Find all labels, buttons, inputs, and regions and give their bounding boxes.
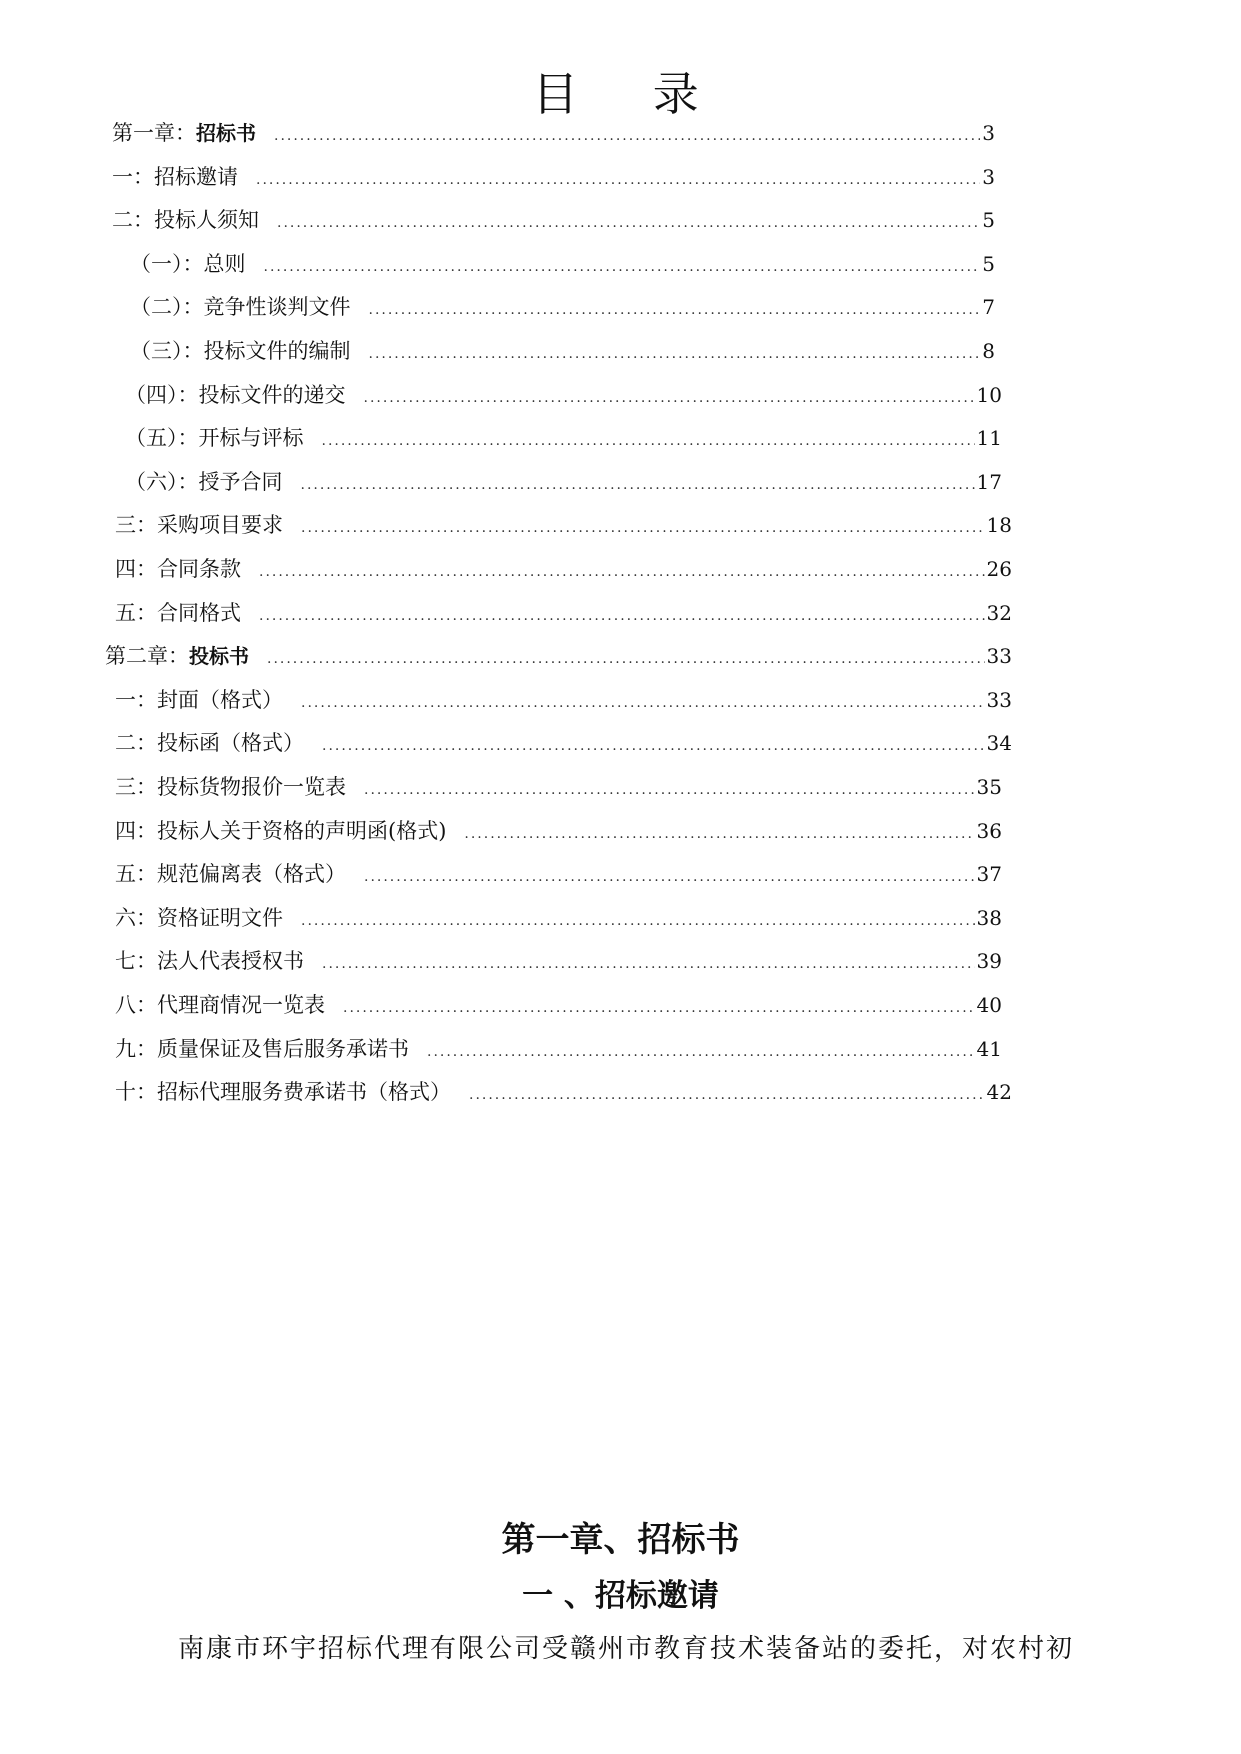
toc-entry[interactable] [112,205,995,235]
toc-entry[interactable] [115,685,1012,715]
toc-entry-text: 九：质量保证及售后服务承诺书 [115,1036,409,1061]
toc-chapter-prefix: 第二章： [105,644,189,669]
toc-entry-text: （五）：开标与评标 [125,426,304,451]
toc-entry-label [130,292,369,322]
toc-entry[interactable] [115,554,1012,584]
toc-entry-text: （三）：投标文件的编制 [130,339,351,363]
toc-page-number: 8 [982,339,995,363]
toc-entry[interactable] [115,816,1002,846]
toc-leader-dots [343,993,975,1023]
toc-chapter-prefix: 第一章： [112,121,196,145]
toc-page-number: 37 [976,862,1002,887]
toc-entry[interactable] [115,510,1012,540]
toc-entry-text: 二：投标函（格式） [115,731,304,756]
toc-page-number: 33 [986,644,1012,669]
toc-entry-label [115,946,322,976]
toc-entry[interactable] [115,946,1002,976]
toc-page-number: 5 [982,208,995,233]
toc-leader-dots [274,121,980,151]
toc-leader-dots [369,295,981,325]
toc-leader-dots [364,775,975,805]
toc-entry[interactable] [112,162,995,192]
toc-page-number: 26 [986,557,1012,581]
toc-entry-label [115,816,464,846]
toc-leader-dots [259,557,985,587]
toc-leader-dots [469,1080,985,1110]
toc-entry[interactable] [125,380,1002,410]
toc-entry[interactable] [125,467,1002,497]
toc-page-number: 34 [986,731,1012,756]
section-heading: 一 、招标邀请 [522,1578,719,1614]
toc-page-number: 5 [982,251,995,276]
toc-leader-dots [301,906,975,936]
toc-entry-label [112,118,274,148]
toc-page-number: 11 [976,426,1002,451]
toc-page-number: 17 [976,469,1002,494]
toc-entry-text: 招标书 [196,121,256,145]
toc-page-number: 10 [976,382,1002,407]
toc-entry[interactable] [112,118,995,148]
toc-entry-label [115,903,301,933]
toc-entry-label [125,423,322,453]
toc-entry[interactable] [115,903,1002,933]
toc-leader-dots [264,252,981,282]
toc-leader-dots [322,426,975,456]
toc-page-number: 41 [976,1036,1002,1061]
toc-leader-dots [322,949,975,979]
toc-entry-text: （一）：总则 [130,251,246,276]
toc-page-number: 42 [986,1080,1012,1105]
body-paragraph: 南康市环宇招标代理有限公司受赣州市教育技术装备站的委托，对农村初 [178,1634,1075,1664]
toc-entry-text: 四：合同条款 [115,557,241,581]
toc-leader-dots [301,688,985,718]
toc-entry-label [115,1077,469,1107]
toc-entry-text: （六）：授予合同 [125,469,283,494]
toc-entry[interactable] [125,423,1002,453]
toc-page-number: 18 [986,513,1012,538]
toc-leader-dots [301,470,975,500]
toc-page-number: 40 [976,993,1002,1017]
toc-entry-text: 三：投标货物报价一览表 [115,775,346,799]
toc-page-number: 39 [976,949,1002,974]
toc-entry-label [125,380,364,410]
toc-leader-dots [259,601,985,631]
toc-entry-text: 一：招标邀请 [112,164,238,189]
toc-entry-label [115,772,364,802]
chapter-heading: 第一章、招标书 [501,1520,740,1560]
toc-entry-label [115,859,364,889]
toc-entry[interactable] [115,728,1012,758]
toc-leader-dots [364,862,975,892]
toc-entry[interactable] [115,1077,1012,1107]
toc-entry-text: 投标书 [189,644,249,669]
toc-entry-label [112,205,277,235]
toc-page-number: 7 [982,295,995,320]
toc-entry-label [130,249,264,279]
toc-entry-text: 五：合同格式 [115,600,241,625]
toc-entry[interactable] [130,336,995,366]
toc-entry[interactable] [130,249,995,279]
toc-entry-label [112,162,256,192]
toc-leader-dots [364,383,975,413]
toc-entry-text: 六：资格证明文件 [115,905,283,930]
toc-leader-dots [277,208,980,238]
toc-entry-text: 七：法人代表授权书 [115,949,304,974]
toc-entry-label [105,641,267,671]
toc-entry-text: 一：封面（格式） [115,687,283,712]
toc-entry[interactable] [115,598,1012,628]
toc-leader-dots [322,731,985,761]
toc-entry-label [115,554,259,584]
toc-page-number: 38 [976,905,1002,930]
toc-page-number: 3 [982,164,995,189]
toc-entry-text: （四）：投标文件的递交 [125,382,346,407]
toc-entry-text: 三：采购项目要求 [115,513,283,538]
toc-entry-label [115,685,301,715]
toc-entry[interactable] [115,772,1002,802]
toc-entry-text: 八：代理商情况一览表 [115,993,325,1017]
toc-entry-label [130,336,369,366]
toc-page-number: 36 [976,818,1002,843]
toc-entry-label [115,598,259,628]
toc-leader-dots [256,165,980,195]
toc-entry-label [115,510,301,540]
toc-leader-dots [301,513,985,543]
toc-entry-text: （二）：竞争性谈判文件 [130,295,351,320]
toc-entry[interactable] [115,990,1002,1020]
toc-entry[interactable] [130,292,995,322]
toc-leader-dots [267,644,985,674]
toc-leader-dots [369,339,981,369]
toc-page-number: 32 [986,600,1012,625]
toc-page-number: 35 [976,775,1002,799]
toc-leader-dots [464,819,974,849]
toc-leader-dots [427,1037,975,1067]
toc-page-number: 3 [982,121,995,145]
toc-entry-text: 五：规范偏离表（格式） [115,862,346,887]
toc-page-number: 33 [986,687,1012,712]
page-title: 目 录 [532,67,729,121]
toc-entry-label [115,1034,427,1064]
toc-entry[interactable] [115,859,1002,889]
toc-entry[interactable] [105,641,1012,671]
toc-entry[interactable] [115,1034,1002,1064]
toc-entry-label [115,728,322,758]
toc-entry-label [125,467,301,497]
toc-entry-text: 四：投标人关于资格的声明函(格式) [115,818,447,843]
toc-entry-label [115,990,343,1020]
toc-entry-text: 十：招标代理服务费承诺书（格式） [115,1080,451,1105]
toc-entry-text: 二：投标人须知 [112,208,259,233]
